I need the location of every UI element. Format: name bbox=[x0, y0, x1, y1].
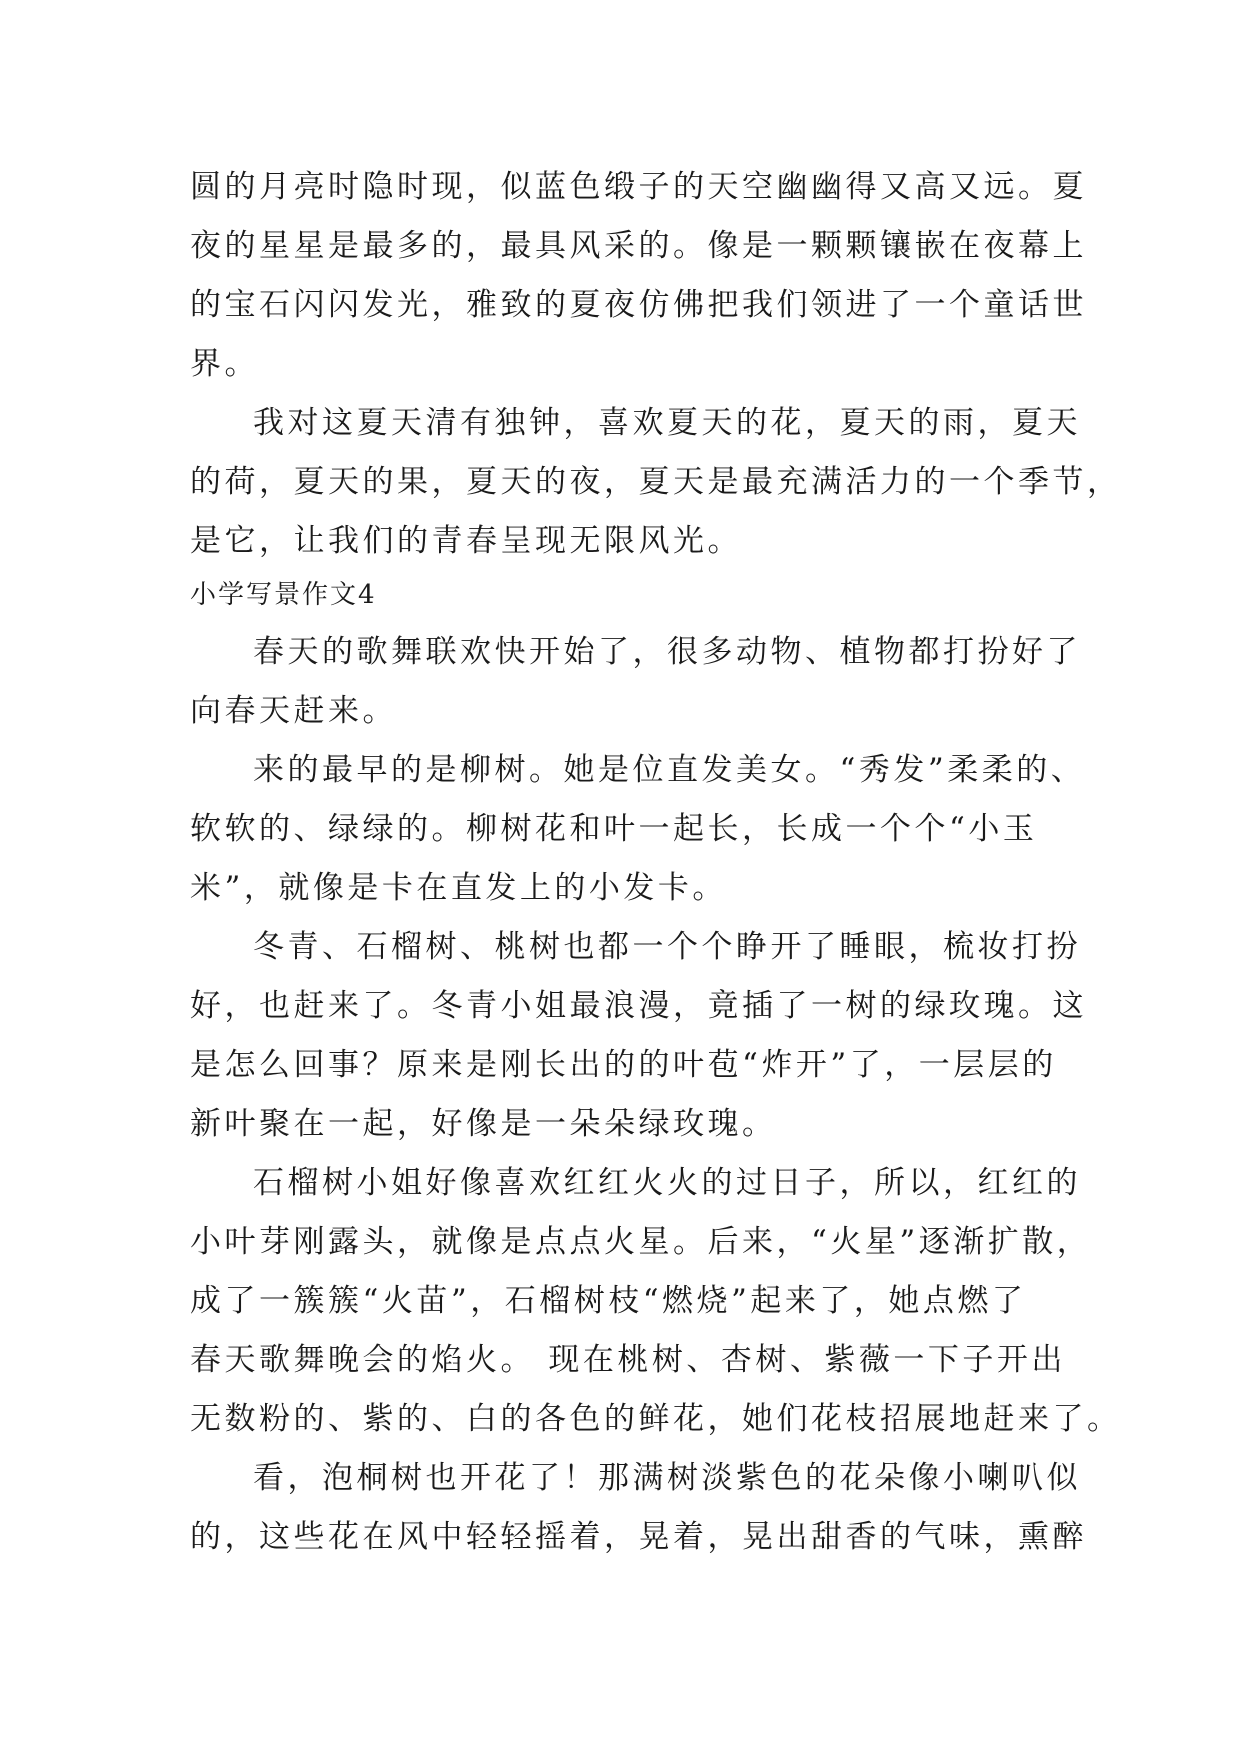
text-line: 春天的歌舞联欢快开始了，很多动物、植物都打扮好了 bbox=[253, 634, 1081, 670]
text-line: 新叶聚在一起，好像是一朵朵绿玫瑰。 bbox=[190, 1106, 777, 1142]
text-line: 是它，让我们的青春呈现无限风光。 bbox=[190, 523, 742, 559]
text-line: 来的最早的是柳树。她是位直发美女。“秀发”柔柔的、 bbox=[253, 752, 1086, 788]
text-line: 好，也赶来了。冬青小姐最浪漫，竟插了一树的绿玫瑰。这 bbox=[190, 988, 1087, 1024]
text-line: 软软的、绿绿的。柳树花和叶一起长，长成一个个“小玉 bbox=[190, 811, 1038, 847]
text-line: 无数粉的、紫的、白的各色的鲜花，她们花枝招展地赶来了。 bbox=[190, 1401, 1122, 1437]
text-line: 向春天赶来。 bbox=[190, 693, 397, 729]
text-line: 看，泡桐树也开花了！那满树淡紫色的花朵像小喇叭似 bbox=[253, 1460, 1081, 1496]
text-line: 是怎么回事？原来是刚长出的的叶苞“炸开”了，一层层的 bbox=[190, 1047, 1057, 1083]
text-line: 圆的月亮时隐时现，似蓝色缎子的天空幽幽得又高又远。夏 bbox=[190, 169, 1087, 205]
text-line: 的荷，夏天的果，夏天的夜，夏天是最充满活力的一个季节， bbox=[190, 464, 1122, 500]
text-line: 石榴树小姐好像喜欢红红火火的过日子，所以，红红的 bbox=[253, 1165, 1081, 1201]
text-line: 米”，就像是卡在直发上的小发卡。 bbox=[190, 870, 727, 906]
text-line: 冬青、石榴树、桃树也都一个个睁开了睡眼，梳妆打扮 bbox=[253, 929, 1081, 965]
text-line: 的宝石闪闪发光，雅致的夏夜仿佛把我们领进了一个童话世 bbox=[190, 287, 1087, 323]
text-line: 夜的星星是最多的，最具风采的。像是一颗颗镶嵌在夜幕上 bbox=[190, 228, 1087, 264]
text-line: 我对这夏天清有独钟，喜欢夏天的花，夏天的雨，夏天 bbox=[253, 405, 1081, 441]
text-line: 成了一簇簇“火苗”，石榴树枝“燃烧”起来了，她点燃了 bbox=[190, 1283, 1027, 1319]
text-line: 界。 bbox=[190, 346, 259, 382]
section-heading: 小学写景作文4 bbox=[190, 580, 377, 610]
text-line: 的，这些花在风中轻轻摇着，晃着，晃出甜香的气味，熏醉 bbox=[190, 1519, 1087, 1555]
text-line: 小叶芽刚露头，就像是点点火星。后来，“火星”逐渐扩散， bbox=[190, 1224, 1092, 1260]
text-line: 春天歌舞晚会的焰火。 现在桃树、杏树、紫薇一下子开出 bbox=[190, 1342, 1066, 1378]
